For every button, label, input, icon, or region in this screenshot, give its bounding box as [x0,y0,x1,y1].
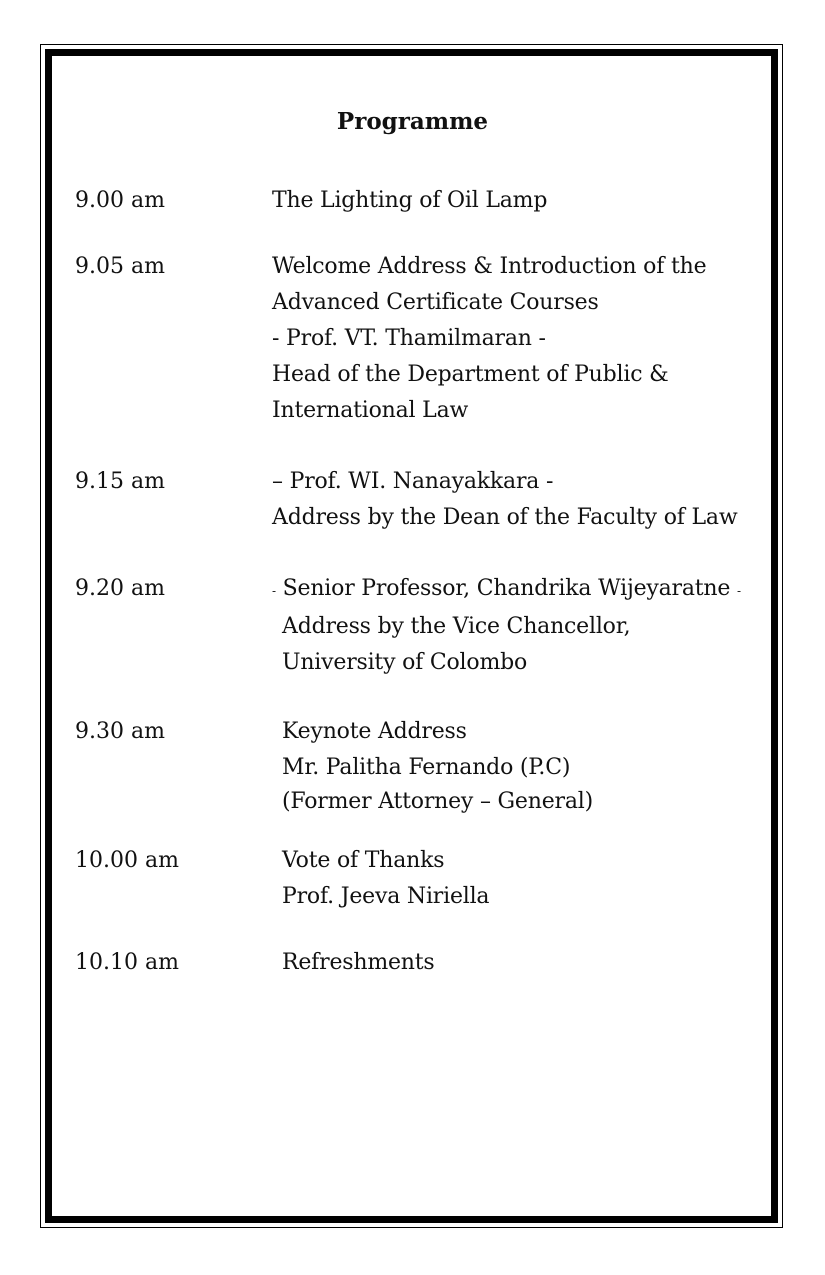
item-line: Mr. Palitha Fernando (P.C) [282,755,571,780]
item-line: University of Colombo [282,650,528,675]
item-line: Welcome Address & Introduction of the [272,254,707,279]
item-line: Advanced Certificate Courses [272,290,599,315]
item-line: Head of the Department of Public & [272,362,669,387]
item-time: 9.20 am [75,576,165,601]
item-line: International Law [272,398,469,423]
item-details [272,249,762,429]
item-time: 9.15 am [75,469,165,494]
dash-left: - [272,584,276,598]
item-line: - Prof. VT. Thamilmaran - [272,326,546,351]
item-time: 9.00 am [75,188,165,213]
speaker-name: Senior Professor, Chandrika Wijeyaratne [275,576,738,601]
item-line [272,571,762,609]
dash-right: - [737,584,741,598]
item-line: Address by the Vice Chancellor, [282,614,631,639]
item-line: Keynote Address [282,719,467,744]
item-time: 10.00 am [75,848,179,873]
item-details [272,571,762,681]
item-details [272,183,762,219]
item-details [272,714,762,818]
item-line: Vote of Thanks [282,848,445,873]
item-line: – Prof. WI. Nanayakkara - [272,469,554,494]
item-line: Refreshments [282,950,435,975]
item-details [272,945,762,981]
item-details [272,464,762,536]
item-line: The Lighting of Oil Lamp [272,188,548,213]
item-line: Address by the Dean of the Faculty of Law [272,505,738,530]
item-time: 10.10 am [75,950,179,975]
programme-title: Programme [336,108,489,135]
item-time: 9.05 am [75,254,165,279]
item-details [272,843,762,915]
item-line: (Former Attorney – General) [282,789,593,814]
item-line: Prof. Jeeva Niriella [282,884,490,909]
item-time: 9.30 am [75,719,165,744]
